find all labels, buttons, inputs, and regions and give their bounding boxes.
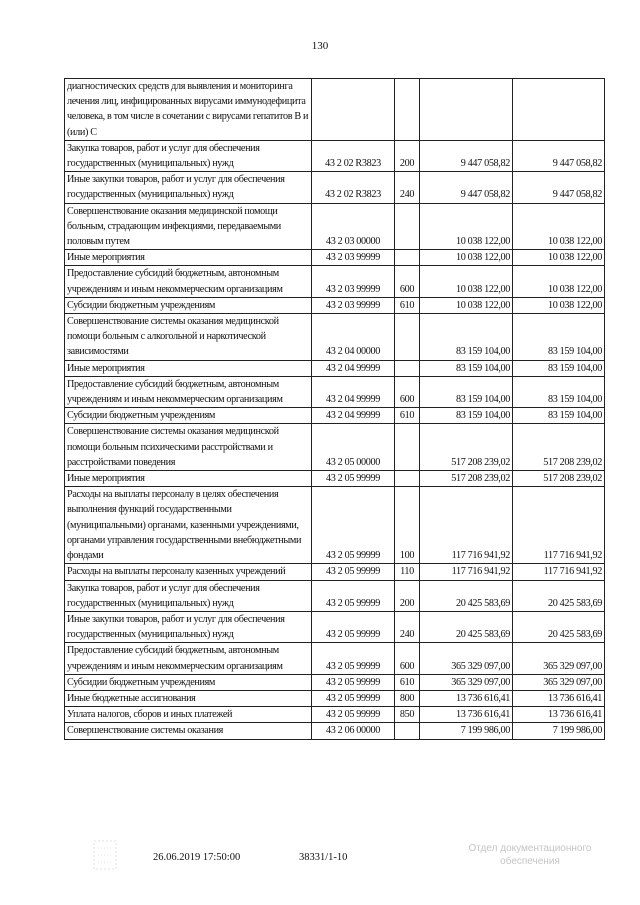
row-expense-type-code: 110 — [395, 564, 420, 580]
row-target-article-code: 43 2 05 99999 — [312, 580, 395, 611]
table-row — [65, 471, 605, 487]
table-row — [65, 707, 605, 723]
row-expense-type-code: 850 — [395, 707, 420, 723]
row-expense-type-code — [395, 203, 420, 250]
budget-table — [64, 78, 605, 740]
row-target-article-code: 43 2 04 00000 — [312, 314, 395, 361]
table-row — [65, 408, 605, 424]
row-amount-first: 83 159 104,00 — [420, 360, 513, 376]
table-row — [65, 424, 605, 471]
row-expense-type-code: 200 — [395, 140, 420, 171]
row-expense-type-code: 600 — [395, 643, 420, 674]
row-target-article-code: 43 2 03 99999 — [312, 266, 395, 297]
row-expense-type-code: 610 — [395, 408, 420, 424]
row-name: Совершенствование оказания медицинской помощи больным, страдающим инфекциями, передаваемыми половым путем — [65, 203, 312, 250]
row-target-article-code: 43 2 05 99999 — [312, 487, 395, 564]
row-target-article-code: 43 2 05 99999 — [312, 707, 395, 723]
row-amount-first: 20 425 583,69 — [420, 580, 513, 611]
row-target-article-code: 43 2 03 99999 — [312, 297, 395, 313]
footer-date: 26.06.2019 17:50:00 — [153, 852, 241, 863]
row-name: Субсидии бюджетным учреждениям — [65, 674, 312, 690]
row-name: Закупка товаров, работ и услуг для обеспечения государственных (муниципальных) нужд — [65, 580, 312, 611]
row-name: Предоставление субсидий бюджетным, автономным учреждениям и иным некоммерческим организациям — [65, 266, 312, 297]
row-expense-type-code — [395, 250, 420, 266]
row-amount-first: 83 159 104,00 — [420, 376, 513, 407]
table-row — [65, 250, 605, 266]
row-name: Расходы на выплаты персоналу в целях обеспечения выполнения функций государственными (муниципальными) органами, казенными учреждениями, органами управления государственными внебюджетными фондами — [65, 487, 312, 564]
row-target-article-code: 43 2 04 99999 — [312, 376, 395, 407]
row-expense-type-code — [395, 723, 420, 739]
row-amount-first: 7 199 986,00 — [420, 723, 513, 739]
row-target-article-code: 43 2 02 R3823 — [312, 140, 395, 171]
row-target-article-code: 43 2 06 00000 — [312, 723, 395, 739]
row-amount-second: 117 716 941,92 — [513, 487, 605, 564]
row-amount-second: 83 159 104,00 — [513, 376, 605, 407]
stamp-line-2: обеспечения — [500, 856, 560, 867]
row-amount-second: 13 736 616,41 — [513, 707, 605, 723]
row-amount-first: 117 716 941,92 — [420, 487, 513, 564]
row-target-article-code: 43 2 02 R3823 — [312, 172, 395, 203]
row-expense-type-code: 610 — [395, 674, 420, 690]
row-name: Субсидии бюджетным учреждениям — [65, 408, 312, 424]
row-amount-second: 117 716 941,92 — [513, 564, 605, 580]
row-amount-first: 13 736 616,41 — [420, 690, 513, 706]
row-amount-first: 517 208 239,02 — [420, 471, 513, 487]
row-target-article-code: 43 2 03 00000 — [312, 203, 395, 250]
table-row — [65, 643, 605, 674]
row-target-article-code: 43 2 05 99999 — [312, 643, 395, 674]
row-amount-first: 9 447 058,82 — [420, 140, 513, 171]
row-expense-type-code: 800 — [395, 690, 420, 706]
row-name: Иные закупки товаров, работ и услуг для обеспечения государственных (муниципальных) нужд — [65, 611, 312, 642]
row-amount-second: 83 159 104,00 — [513, 408, 605, 424]
row-target-article-code: 43 2 05 99999 — [312, 674, 395, 690]
page-number: 130 — [311, 40, 329, 52]
row-name: диагностических средств для выявления и мониторинга лечения лиц, инфицированных вирусами иммунодефицита человека, в том числе в сочетании с вирусами гепатитов В и (или) С — [65, 79, 312, 141]
row-amount-second: 517 208 239,02 — [513, 471, 605, 487]
row-amount-first: 9 447 058,82 — [420, 172, 513, 203]
row-target-article-code: 43 2 05 00000 — [312, 424, 395, 471]
row-amount-second: 20 425 583,69 — [513, 611, 605, 642]
row-amount-second: 10 038 122,00 — [513, 250, 605, 266]
row-amount-second: 10 038 122,00 — [513, 203, 605, 250]
row-expense-type-code: 200 — [395, 580, 420, 611]
row-expense-type-code — [395, 314, 420, 361]
row-amount-first: 365 329 097,00 — [420, 643, 513, 674]
row-name: Предоставление субсидий бюджетным, автономным учреждениям и иным некоммерческим организациям — [65, 643, 312, 674]
row-expense-type-code — [395, 360, 420, 376]
row-expense-type-code — [395, 471, 420, 487]
row-amount-first: 10 038 122,00 — [420, 297, 513, 313]
row-amount-second: 7 199 986,00 — [513, 723, 605, 739]
row-name: Иные мероприятия — [65, 360, 312, 376]
row-amount-second: 9 447 058,82 — [513, 172, 605, 203]
row-target-article-code: 43 2 04 99999 — [312, 408, 395, 424]
table-row — [65, 79, 605, 141]
table-row — [65, 172, 605, 203]
row-amount-first: 13 736 616,41 — [420, 707, 513, 723]
table-row — [65, 297, 605, 313]
row-expense-type-code: 100 — [395, 487, 420, 564]
row-amount-first: 365 329 097,00 — [420, 674, 513, 690]
row-expense-type-code: 600 — [395, 376, 420, 407]
row-amount-second: 517 208 239,02 — [513, 424, 605, 471]
row-amount-second — [513, 79, 605, 141]
row-amount-second: 365 329 097,00 — [513, 643, 605, 674]
row-target-article-code: 43 2 03 99999 — [312, 250, 395, 266]
row-amount-second: 10 038 122,00 — [513, 266, 605, 297]
row-target-article-code: 43 2 05 99999 — [312, 471, 395, 487]
table-row — [65, 611, 605, 642]
document-stamp — [445, 842, 615, 868]
row-amount-second: 13 736 616,41 — [513, 690, 605, 706]
table-row — [65, 564, 605, 580]
row-amount-first: 10 038 122,00 — [420, 250, 513, 266]
row-name: Совершенствование системы оказания — [65, 723, 312, 739]
table-row — [65, 376, 605, 407]
row-amount-second: 20 425 583,69 — [513, 580, 605, 611]
row-amount-second: 83 159 104,00 — [513, 314, 605, 361]
row-expense-type-code — [395, 424, 420, 471]
row-expense-type-code — [395, 79, 420, 141]
table-row — [65, 674, 605, 690]
table-row — [65, 140, 605, 171]
row-target-article-code: 43 2 05 99999 — [312, 564, 395, 580]
row-name: Совершенствование системы оказания медицинской помощи больным психическими расстройствами и расстройствами поведения — [65, 424, 312, 471]
table-row — [65, 314, 605, 361]
row-name: Иные мероприятия — [65, 471, 312, 487]
row-amount-first: 83 159 104,00 — [420, 408, 513, 424]
table-row — [65, 580, 605, 611]
row-amount-second: 9 447 058,82 — [513, 140, 605, 171]
row-amount-first: 10 038 122,00 — [420, 203, 513, 250]
budget-table-body — [65, 79, 605, 740]
row-amount-first: 20 425 583,69 — [420, 611, 513, 642]
row-name: Иные закупки товаров, работ и услуг для обеспечения государственных (муниципальных) нужд — [65, 172, 312, 203]
row-amount-second: 365 329 097,00 — [513, 674, 605, 690]
row-expense-type-code: 600 — [395, 266, 420, 297]
row-name: Иные мероприятия — [65, 250, 312, 266]
row-expense-type-code: 610 — [395, 297, 420, 313]
row-target-article-code — [312, 79, 395, 141]
table-row — [65, 487, 605, 564]
row-amount-first: 83 159 104,00 — [420, 314, 513, 361]
table-row — [65, 723, 605, 739]
table-row — [65, 360, 605, 376]
table-row — [65, 690, 605, 706]
row-target-article-code: 43 2 05 99999 — [312, 690, 395, 706]
row-name: Уплата налогов, сборов и иных платежей — [65, 707, 312, 723]
seal-icon — [92, 838, 118, 872]
row-name: Закупка товаров, работ и услуг для обеспечения государственных (муниципальных) нужд — [65, 140, 312, 171]
table-row — [65, 266, 605, 297]
row-target-article-code: 43 2 05 99999 — [312, 611, 395, 642]
table-row — [65, 203, 605, 250]
stamp-line-1: Отдел документационного — [468, 843, 592, 854]
row-amount-first: 117 716 941,92 — [420, 564, 513, 580]
row-name: Субсидии бюджетным учреждениям — [65, 297, 312, 313]
row-amount-first: 517 208 239,02 — [420, 424, 513, 471]
row-name: Совершенствование системы оказания медицинской помощи больным с алкогольной и наркотической зависимостями — [65, 314, 312, 361]
row-amount-first — [420, 79, 513, 141]
row-expense-type-code: 240 — [395, 172, 420, 203]
footer-document-code: 38331/1-10 — [299, 852, 348, 863]
row-amount-second: 10 038 122,00 — [513, 297, 605, 313]
row-name: Расходы на выплаты персоналу казенных учреждений — [65, 564, 312, 580]
row-name: Иные бюджетные ассигнования — [65, 690, 312, 706]
row-amount-second: 83 159 104,00 — [513, 360, 605, 376]
row-name: Предоставление субсидий бюджетным, автономным учреждениям и иным некоммерческим организациям — [65, 376, 312, 407]
row-expense-type-code: 240 — [395, 611, 420, 642]
row-target-article-code: 43 2 04 99999 — [312, 360, 395, 376]
row-amount-first: 10 038 122,00 — [420, 266, 513, 297]
